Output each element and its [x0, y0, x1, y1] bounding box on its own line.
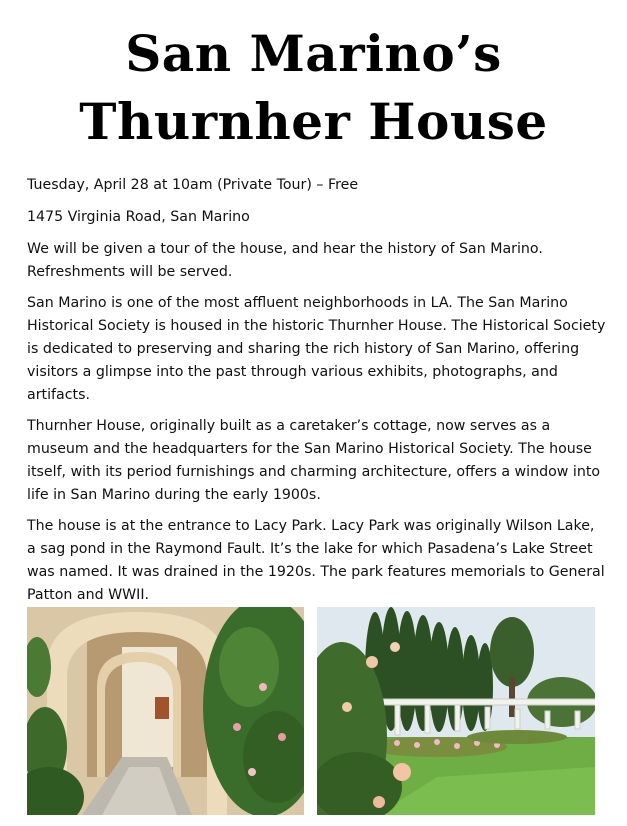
title-line-1: San Marino’s	[125, 24, 502, 83]
house-walkway-photo	[27, 607, 304, 815]
event-address: 1475 Virginia Road, San Marino	[27, 209, 250, 225]
title-line-2: Thurnher House	[79, 92, 548, 151]
event-date: Tuesday, April 28 at 10am (Private Tour) – Free	[27, 177, 359, 193]
lacy-park-rose-garden-photo	[317, 607, 595, 815]
event-details	[27, 174, 607, 615]
paragraph-thurnher-house: Thurnher House, originally built as a caretaker’s cottage, now serves as a museum and the headquarters for the San Marino Historical Society. The house itself, with its period furnishings and charming architecture, offers a window into life in San Marino during the early 1900s.	[27, 418, 601, 503]
paragraph-neighborhood: San Marino is one of the most affluent neighborhoods in LA. The San Marino Historical Society is housed in the historic Thurnher House. The Historical Society is dedicated to preserving and sharing the rich history of San Marino, offering visitors a glimpse into the past through various exhibits, photographs, and artifacts.	[27, 295, 606, 403]
page-title	[0, 20, 627, 156]
paragraph-lacy-park: The house is at the entrance to Lacy Park. Lacy Park was originally Wilson Lake, a sag pond in the Raymond Fault. It’s the lake for which Pasadena’s Lake Street was named. It was drained in the 1920s. The park features memorials to General Patton and WWII.	[27, 518, 605, 603]
paragraph-tour: We will be given a tour of the house, and hear the history of San Marino. Refreshments will be served.	[27, 241, 543, 280]
